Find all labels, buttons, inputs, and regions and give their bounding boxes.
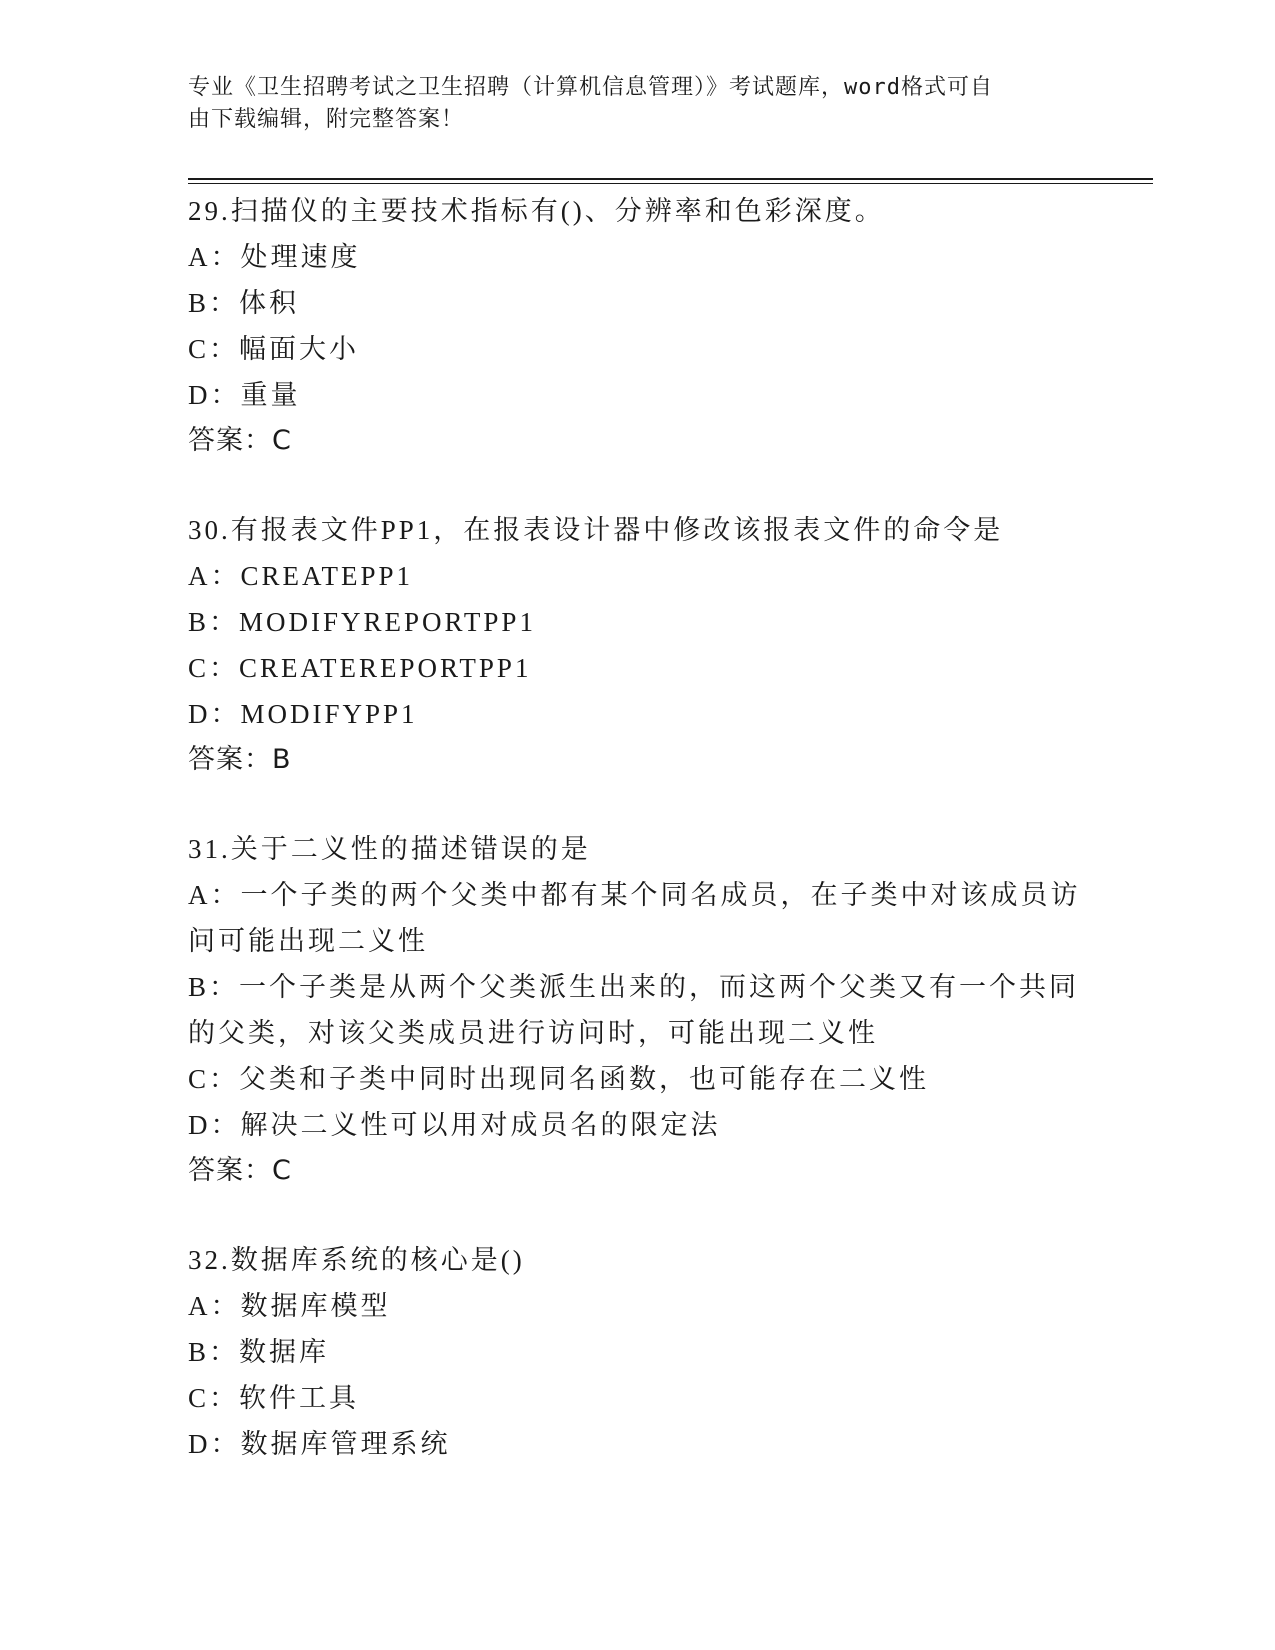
question-29 bbox=[188, 188, 1088, 464]
question-stem: 31.关于二义性的描述错误的是 bbox=[188, 834, 591, 864]
option-c: C：CREATEREPORTPP1 bbox=[188, 653, 532, 683]
document-header bbox=[188, 72, 1068, 136]
header-divider-thin bbox=[188, 183, 1153, 184]
header-divider-thick bbox=[188, 178, 1153, 180]
header-line-2: 由下载编辑，附完整答案！ bbox=[188, 107, 465, 132]
option-a: A：处理速度 bbox=[188, 242, 361, 272]
option-a: A：一个子类的两个父类中都有某个同名成员，在子类中对该成员访问可能出现二义性 bbox=[188, 880, 1081, 956]
option-c: C：父类和子类中同时出现同名函数，也可能存在二义性 bbox=[188, 1064, 930, 1094]
header-line-1: 专业《卫生招聘考试之卫生招聘（计算机信息管理）》考试题库，word格式可自 bbox=[188, 75, 993, 100]
answer-line: 答案：C bbox=[188, 1155, 292, 1186]
question-30 bbox=[188, 507, 1088, 783]
answer-line: 答案：C bbox=[188, 425, 292, 456]
question-list bbox=[188, 188, 1088, 1510]
option-b: B：体积 bbox=[188, 288, 300, 318]
option-c: C：软件工具 bbox=[188, 1383, 360, 1413]
question-stem: 30.有报表文件PP1，在报表设计器中修改该报表文件的命令是 bbox=[188, 515, 1004, 545]
question-stem: 32.数据库系统的核心是() bbox=[188, 1245, 525, 1275]
question-31 bbox=[188, 826, 1088, 1194]
option-d: D：重量 bbox=[188, 380, 301, 410]
option-b: B：一个子类是从两个父类派生出来的，而这两个父类又有一个共同的父类，对该父类成员进行访问时，可能出现二义性 bbox=[188, 972, 1080, 1048]
option-a: A：CREATEPP1 bbox=[188, 561, 414, 591]
option-d: D：数据库管理系统 bbox=[188, 1429, 451, 1459]
option-d: D：解决二义性可以用对成员名的限定法 bbox=[188, 1110, 721, 1140]
question-stem: 29.扫描仪的主要技术指标有()、分辨率和色彩深度。 bbox=[188, 196, 885, 226]
option-d: D：MODIFYPP1 bbox=[188, 699, 418, 729]
option-b: B：数据库 bbox=[188, 1337, 330, 1367]
option-c: C：幅面大小 bbox=[188, 334, 360, 364]
answer-line: 答案：B bbox=[188, 744, 292, 775]
question-32 bbox=[188, 1237, 1088, 1467]
option-a: A：数据库模型 bbox=[188, 1291, 391, 1321]
option-b: B：MODIFYREPORTPP1 bbox=[188, 607, 536, 637]
